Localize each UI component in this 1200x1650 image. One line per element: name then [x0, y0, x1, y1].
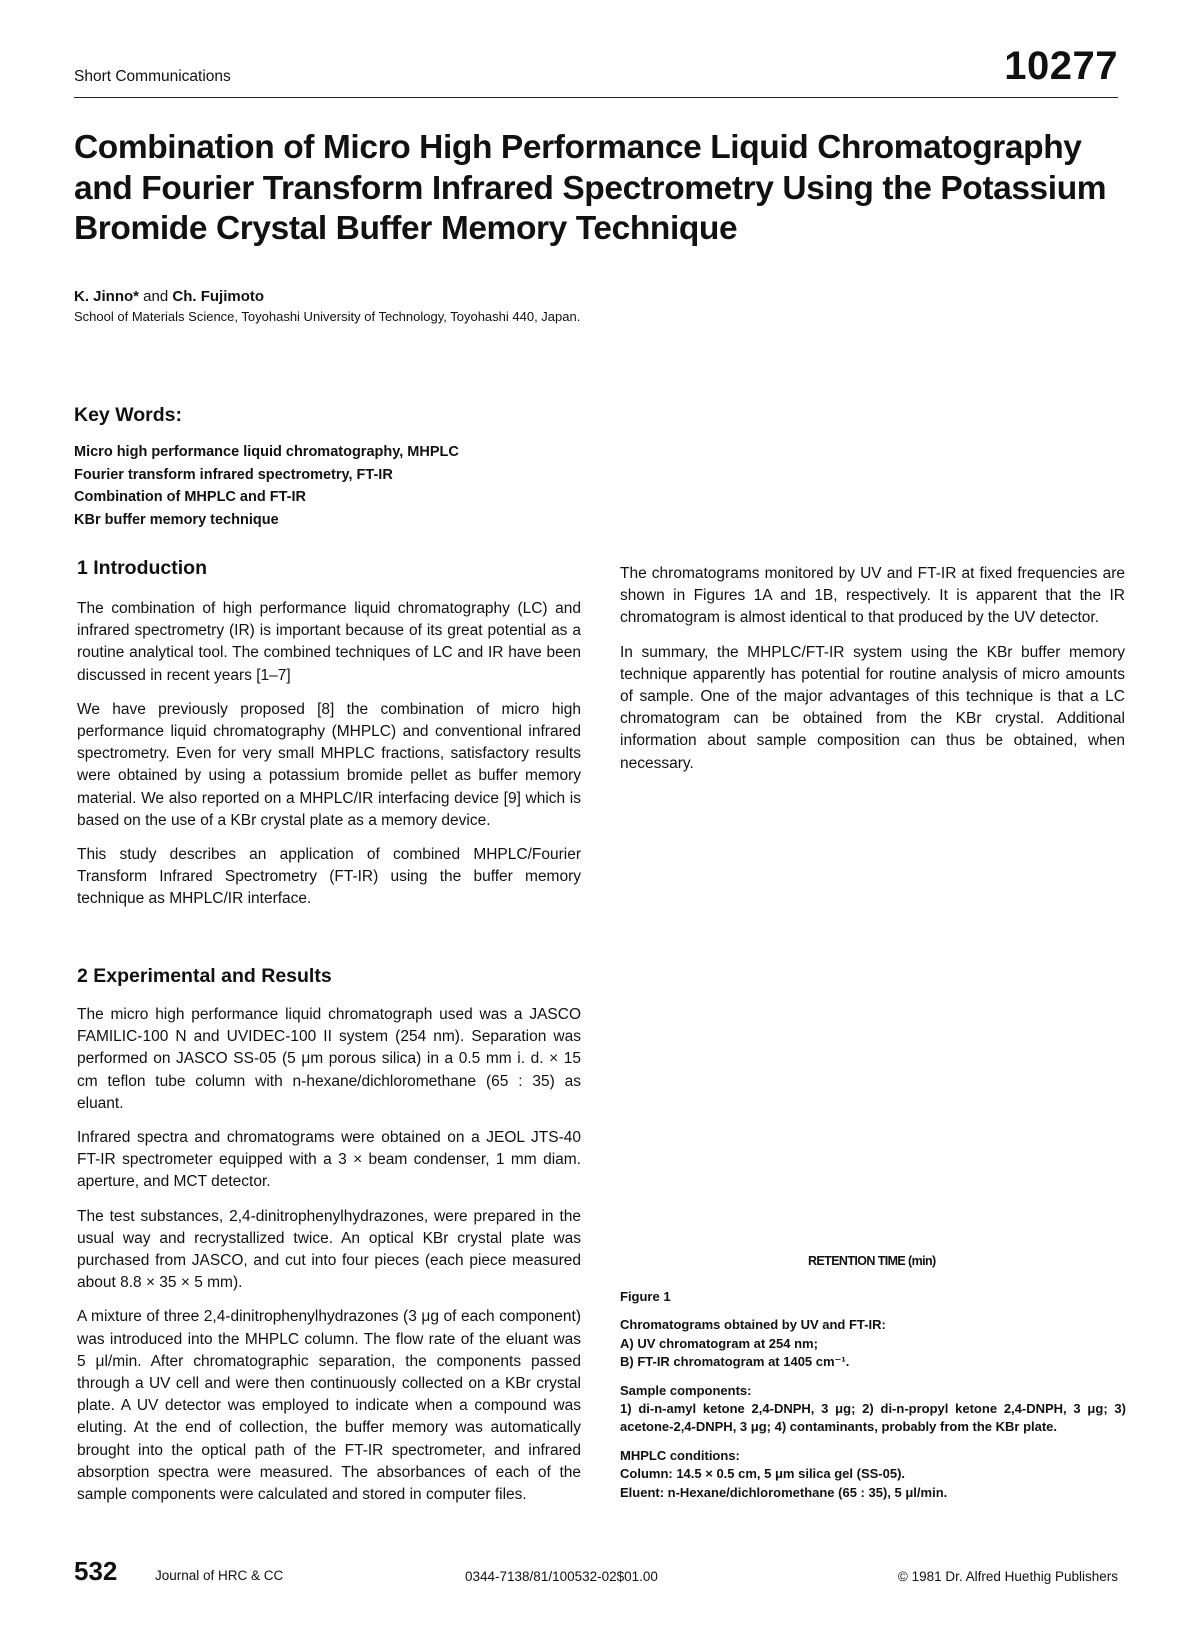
journal-name: Journal of HRC & CC	[155, 1568, 284, 1583]
author-jinno: K. Jinno*	[74, 288, 140, 305]
intro-paragraph: We have previously proposed [8] the combination of micro high performance liquid chromatography (MHPLC) and conventional infrared spectrometry. Even for very small MHPLC fractions, satisfactory results were obtained by using a potassium bromide pellet as buffer memory material. We also reported on a MHPLC/IR interfacing device [9] which is based on the use of a KBr crystal plate as a memory device.	[77, 700, 581, 829]
caption-conditions	[620, 1447, 1126, 1502]
keyword-item: Fourier transform infrared spectrometry, FT-IR	[74, 466, 393, 483]
sample-heading: Sample components:	[620, 1382, 752, 1398]
introduction-body	[77, 598, 581, 923]
experimental-paragraph: Infrared spectra and chromatograms were obtained on a JEOL JTS-40 FT-IR spectrometer equipped with a 3 × beam condenser, 1 mm diam. aperture, and MCT detector.	[77, 1129, 581, 1191]
keywords-list	[74, 441, 459, 531]
caption-chromatograms	[620, 1316, 1126, 1371]
conditions-column: Column: 14.5 × 0.5 cm, 5 μm silica gel (SS-05).	[620, 1466, 906, 1482]
conditions-heading: MHPLC conditions:	[620, 1447, 740, 1463]
article-title: Combination of Micro High Performance Liquid Chromatography and Fourier Transform Infrared Spectrometry Using the Potassium Bromide Crystal Buffer Memory Technique	[74, 129, 1107, 247]
keyword-item: KBr buffer memory technique	[74, 511, 279, 528]
keyword-item: Combination of MHPLC and FT-IR	[74, 489, 306, 505]
running-header-section: Short Communications	[74, 68, 231, 85]
caption-a: A) UV chromatogram at 254 nm;	[620, 1335, 818, 1351]
experimental-body	[77, 1004, 581, 1518]
results-body	[620, 563, 1125, 787]
author-line	[74, 288, 264, 305]
caption-samples	[620, 1382, 1126, 1437]
experimental-paragraph: The test substances, 2,4-dinitrophenylhydrazones, were prepared in the usual way and recrystallized twice. An optical KBr crystal plate was purchased from JASCO, and cut into four pieces (each piece measured about 8.8 × 35 × 5 mm).	[77, 1207, 581, 1292]
experimental-paragraph: The micro high performance liquid chromatograph used was a JASCO FAMILIC-100 N and UVIDEC-100 II system (254 nm). Separation was performed on JASCO SS-05 (5 μm porous silica) in a 0.5 mm i. d. × 15 cm teflon tube column with n-hexane/dichloromethane (65 : 35) as eluant.	[77, 1006, 581, 1112]
figure-axis-label: RETENTION TIME (min)	[808, 1254, 936, 1268]
sample-text: 1) di-n-amyl ketone 2,4-DNPH, 3 μg; 2) di-n-propyl ketone 2,4-DNPH, 3 μg; 3) acetone-2,4-DNPH, 3 μg; 4) contaminants, probably from the KBr plate.	[620, 1401, 1126, 1435]
intro-paragraph: The combination of high performance liquid chromatography (LC) and infrared spectrometry (IR) is important because of its great potential as a routine analytical tool. The combined techniques of LC and IR have been discussed in recent years [1–7]	[77, 600, 581, 684]
introduction-heading: 1 Introduction	[77, 557, 207, 579]
article-number: 10277	[1004, 44, 1118, 88]
caption-b: B) FT-IR chromatogram at 1405 cm⁻¹.	[620, 1354, 850, 1370]
keywords-heading: Key Words:	[74, 404, 182, 426]
page-number: 532	[74, 1556, 118, 1586]
article-code: 0344-7138/81/100532-02$01.00	[465, 1569, 658, 1584]
conditions-eluent: Eluent: n-Hexane/dichloromethane (65 : 35), 5 μl/min.	[620, 1484, 948, 1500]
experimental-paragraph: A mixture of three 2,4-dinitrophenylhydrazones (3 μg of each component) was introduced into the MHPLC column. The flow rate of the eluant was 5 μl/min. After chromatographic separation, the components passed through a UV cell and were then continuously collected on a KBr crystal plate. A UV detector was employed to indicate when a compound was eluting. At the end of collection, the buffer memory was automatically brought into the optical path of the FT-IR spectrometer, and infrared absorption spectra were measured. The absorbances of each of the sample components were calculated and stored in computer files.	[77, 1308, 581, 1504]
header-rule	[74, 97, 1118, 98]
author-fujimoto: Ch. Fujimoto	[172, 288, 265, 305]
experimental-heading: 2 Experimental and Results	[77, 965, 332, 987]
affiliation: School of Materials Science, Toyohashi University of Technology, Toyohashi 440, Japan.	[74, 309, 581, 324]
intro-paragraph: This study describes an application of combined MHPLC/Fourier Transform Infrared Spectrometry (FT-IR) using the buffer memory technique as MHPLC/IR interface.	[77, 846, 581, 908]
keyword-item: Micro high performance liquid chromatography, MHPLC	[74, 444, 459, 460]
copyright-line: © 1981 Dr. Alfred Huethig Publishers	[897, 1569, 1118, 1584]
results-paragraph: In summary, the MHPLC/FT-IR system using the KBr buffer memory technique apparently has potential for routine analysis of micro amounts of sample. One of the major advantages of this technique is that a LC chromatogram can be obtained from the KBr crystal. Additional information about sample composition can thus be obtained, when necessary.	[620, 643, 1125, 772]
author-joiner: and	[139, 288, 173, 305]
figure-label: Figure 1	[620, 1289, 671, 1304]
results-paragraph: The chromatograms monitored by UV and FT-IR at fixed frequencies are shown in Figures 1A and 1B, respectively. It is apparent that the IR chromatogram is almost identical to that produced by the UV detector.	[620, 565, 1125, 627]
figure-caption	[620, 1288, 1126, 1512]
caption-title: Chromatograms obtained by UV and FT-IR:	[620, 1317, 886, 1333]
